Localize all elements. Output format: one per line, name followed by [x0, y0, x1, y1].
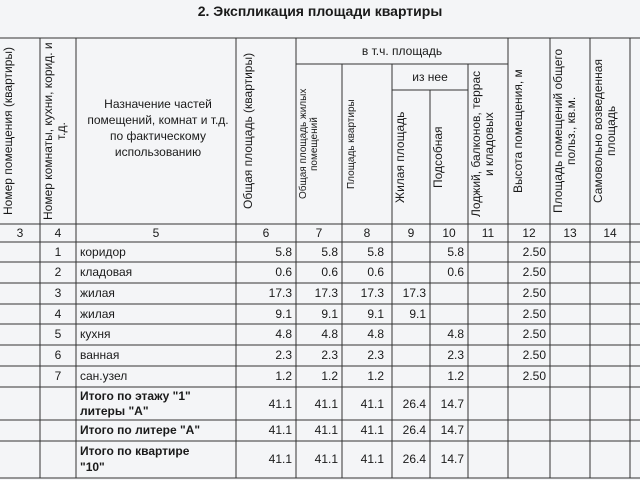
ceiling-height: 2.50 [522, 348, 546, 362]
header-including-area: в т.ч. площадь [361, 44, 443, 58]
header-unauthorized-area: Самовольно возведенная площадь [591, 59, 618, 203]
apartment-area: 1.2 [367, 369, 384, 383]
living-rooms-area: 2.3 [321, 348, 338, 362]
total-label-line1: Итого по литере "А" [80, 423, 201, 437]
header-ceiling-height: Высота помещения, м [511, 69, 525, 193]
header-auxiliary-area: Подсобная [431, 126, 445, 188]
col-number: 12 [522, 226, 536, 240]
header-part-number: Номер комнаты, кухни, корид. и т.д. [41, 42, 68, 220]
total-area: 0.6 [275, 265, 292, 279]
total-label-line1: Итого по квартире [80, 444, 190, 458]
room-number: 3 [54, 286, 62, 300]
room-name: кухня [80, 327, 111, 341]
room-number: 7 [54, 369, 62, 383]
total-label-line2: "10" [80, 460, 105, 474]
auxiliary-area: 0.6 [447, 265, 464, 279]
col-number: 14 [603, 226, 617, 240]
total-area: 5.8 [275, 245, 292, 259]
col-number: 13 [563, 226, 577, 240]
living-area: 26.4 [402, 397, 426, 411]
header-apartment-area: Площадь квартиры [346, 99, 357, 189]
total-area: 41.1 [268, 397, 292, 411]
apartment-area: 0.6 [367, 265, 384, 279]
apartment-area: 2.3 [367, 348, 384, 362]
col-number: 9 [407, 226, 415, 240]
total-label-line1: Итого по этажу "1" [80, 389, 191, 403]
living-area: 17.3 [402, 286, 426, 300]
header-living-area: Жилая площадь [393, 111, 407, 203]
living-area: 9.1 [409, 307, 426, 321]
col-number: 7 [315, 226, 323, 240]
living-area: 26.4 [402, 423, 426, 437]
header-living-rooms-area: Общая площадь жилых помещений [298, 88, 320, 200]
auxiliary-area: 2.3 [447, 348, 464, 362]
auxiliary-area: 4.8 [447, 327, 464, 341]
document-title: 2. Экспликация площади квартиры [197, 3, 443, 19]
col-number: 8 [363, 226, 371, 240]
total-area: 9.1 [275, 307, 292, 321]
total-area: 2.3 [275, 348, 292, 362]
apartment-area: 41.1 [360, 397, 384, 411]
living-rooms-area: 4.8 [321, 327, 338, 341]
living-rooms-area: 0.6 [321, 265, 338, 279]
living-rooms-area: 1.2 [321, 369, 338, 383]
total-label-line2: литеры "А" [80, 404, 149, 418]
total-area: 17.3 [268, 286, 292, 300]
ceiling-height: 2.50 [522, 286, 546, 300]
room-number: 4 [54, 307, 62, 321]
total-area: 41.1 [268, 452, 292, 466]
room-number: 6 [54, 348, 62, 362]
room-name: кладовая [80, 265, 133, 279]
living-rooms-area: 17.3 [314, 286, 338, 300]
col-number: 11 [481, 226, 495, 240]
room-number: 5 [54, 327, 62, 341]
apartment-area: 17.3 [360, 286, 384, 300]
living-rooms-area: 5.8 [321, 245, 338, 259]
living-rooms-area: 41.1 [314, 452, 338, 466]
room-name: коридор [80, 245, 126, 259]
living-area: 26.4 [402, 452, 426, 466]
header-purpose: Назначение частей помещений, комнат и т.д. по фактическому использованию [87, 97, 229, 159]
apartment-area: 9.1 [367, 307, 384, 321]
ceiling-height: 2.50 [522, 369, 546, 383]
auxiliary-area: 1.2 [447, 369, 464, 383]
ceiling-height: 2.50 [522, 327, 546, 341]
room-name: жилая [80, 307, 115, 321]
ceiling-height: 2.50 [522, 307, 546, 321]
living-rooms-area: 41.1 [314, 423, 338, 437]
total-area: 4.8 [275, 327, 292, 341]
living-rooms-area: 41.1 [314, 397, 338, 411]
auxiliary-area: 5.8 [447, 245, 464, 259]
ceiling-height: 2.50 [522, 265, 546, 279]
room-name: сан.узел [80, 369, 128, 383]
living-rooms-area: 9.1 [321, 307, 338, 321]
header-common-area: Площадь помещений общего польз., кв.м. [551, 48, 578, 214]
auxiliary-area: 14.7 [440, 397, 464, 411]
header-room-number: Номер помещения (квартиры) [1, 47, 15, 216]
auxiliary-area: 14.7 [440, 423, 464, 437]
room-number: 2 [54, 265, 62, 279]
col-number: 4 [54, 226, 62, 240]
room-number: 1 [54, 245, 62, 259]
col-number: 10 [442, 226, 456, 240]
header-total-area: Общая площадь (квартиры) [241, 52, 255, 210]
total-area: 41.1 [268, 423, 292, 437]
room-name: ванная [80, 348, 120, 362]
col-number: 3 [16, 226, 24, 240]
total-area: 1.2 [275, 369, 292, 383]
apartment-area: 4.8 [367, 327, 384, 341]
apartment-area: 5.8 [367, 245, 384, 259]
apartment-area: 41.1 [360, 452, 384, 466]
room-name: жилая [80, 286, 115, 300]
header-of-which: из нее [412, 70, 448, 84]
ceiling-height: 2.50 [522, 245, 546, 259]
col-number: 5 [152, 226, 160, 240]
header-loggias-balconies: Лоджий, балконов, террас и кладовых [469, 70, 496, 218]
apartment-area: 41.1 [360, 423, 384, 437]
auxiliary-area: 14.7 [440, 452, 464, 466]
col-number: 6 [262, 226, 270, 240]
